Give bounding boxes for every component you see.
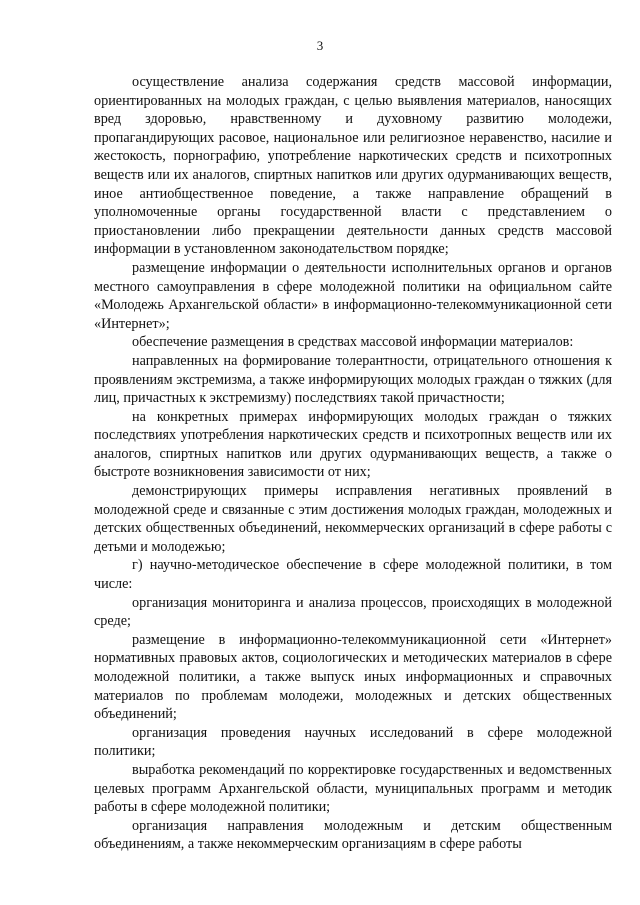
paragraph-research: организация проведения научных исследований в сфере молодежной политики; <box>94 724 612 760</box>
paragraph-tolerance: направленных на формирование толерантности, отрицательного отношения к проявлениям экстремизма, а также информирующих молодых граждан о тяжких (для лиц, причастных к экстремизму) последствиях такой причастности; <box>94 352 612 407</box>
paragraph-recommendations: выработка рекомендаций по корректировке государственных и ведомственных целевых программ Архангельской области, муниципальных программ и методик работы в сфере молодежной политики; <box>94 761 612 816</box>
paragraph-media-analysis: осуществление анализа содержания средств массовой информации, ориентированных на молодых граждан, с целью выявления материалов, наносящих вред здоровью, нравственному и духовному развитию молодежи, пропагандирующих расовое, национальное или религиозное неравенство, насилие и жестокость, порнографию, употребление наркотических средств и психотропных веществ или их аналогов, спиртных напитков или других одурманивающих веществ, иное антиобщественное поведение, а также направление обращений в уполномоченные органы государственной власти с представлением о приостановлении либо прекращении деятельности данных средств массовой информации в установленном законодательством порядке; <box>94 74 612 258</box>
paragraph-monitoring: организация мониторинга и анализа процессов, происходящих в молодежной среде; <box>94 594 612 630</box>
paragraph-scientific-support: г) научно-методическое обеспечение в сфере молодежной политики, в том числе: <box>94 557 612 593</box>
document-body <box>94 73 612 854</box>
paragraph-media-materials: обеспечение размещения в средствах массовой информации материалов: <box>132 334 574 351</box>
paragraph-internet-publication: размещение в информационно-телекоммуникационной сети «Интернет» нормативных правовых актов, социологических и методических материалов в сфере молодежной политики, а также выпуск иных информационных и справочных материалов по проблемам молодежи, молодежных и детских общественных объединений; <box>94 631 612 723</box>
paragraph-drug-consequences: на конкретных примерах информирующих молодых граждан о тяжких последствиях употребления наркотических средств и психотропных веществ или их аналогов, спиртных напитков или других одурманивающих веществ, а также о быстроте возникновения зависимости от них; <box>94 408 612 481</box>
page-number: 3 <box>316 38 324 53</box>
paragraph-positive-examples: демонстрирующих примеры исправления негативных проявлений в молодежной среде и связанные с этим достижения молодых граждан, молодежных и детских общественных объединений, некоммерческих организаций в сфере работы с детьми и молодежью; <box>94 483 612 555</box>
paragraph-website-info: размещение информации о деятельности исполнительных органов и органов местного самоуправления в сфере молодежной политики на официальном сайте «Молодежь Архангельской области» в информационно-телекоммуникационной сети «Интернет»; <box>94 259 612 332</box>
paragraph-associations: организация направления молодежным и детским общественным объединениям, а также некоммерческим организациям в сфере работы <box>94 817 612 853</box>
